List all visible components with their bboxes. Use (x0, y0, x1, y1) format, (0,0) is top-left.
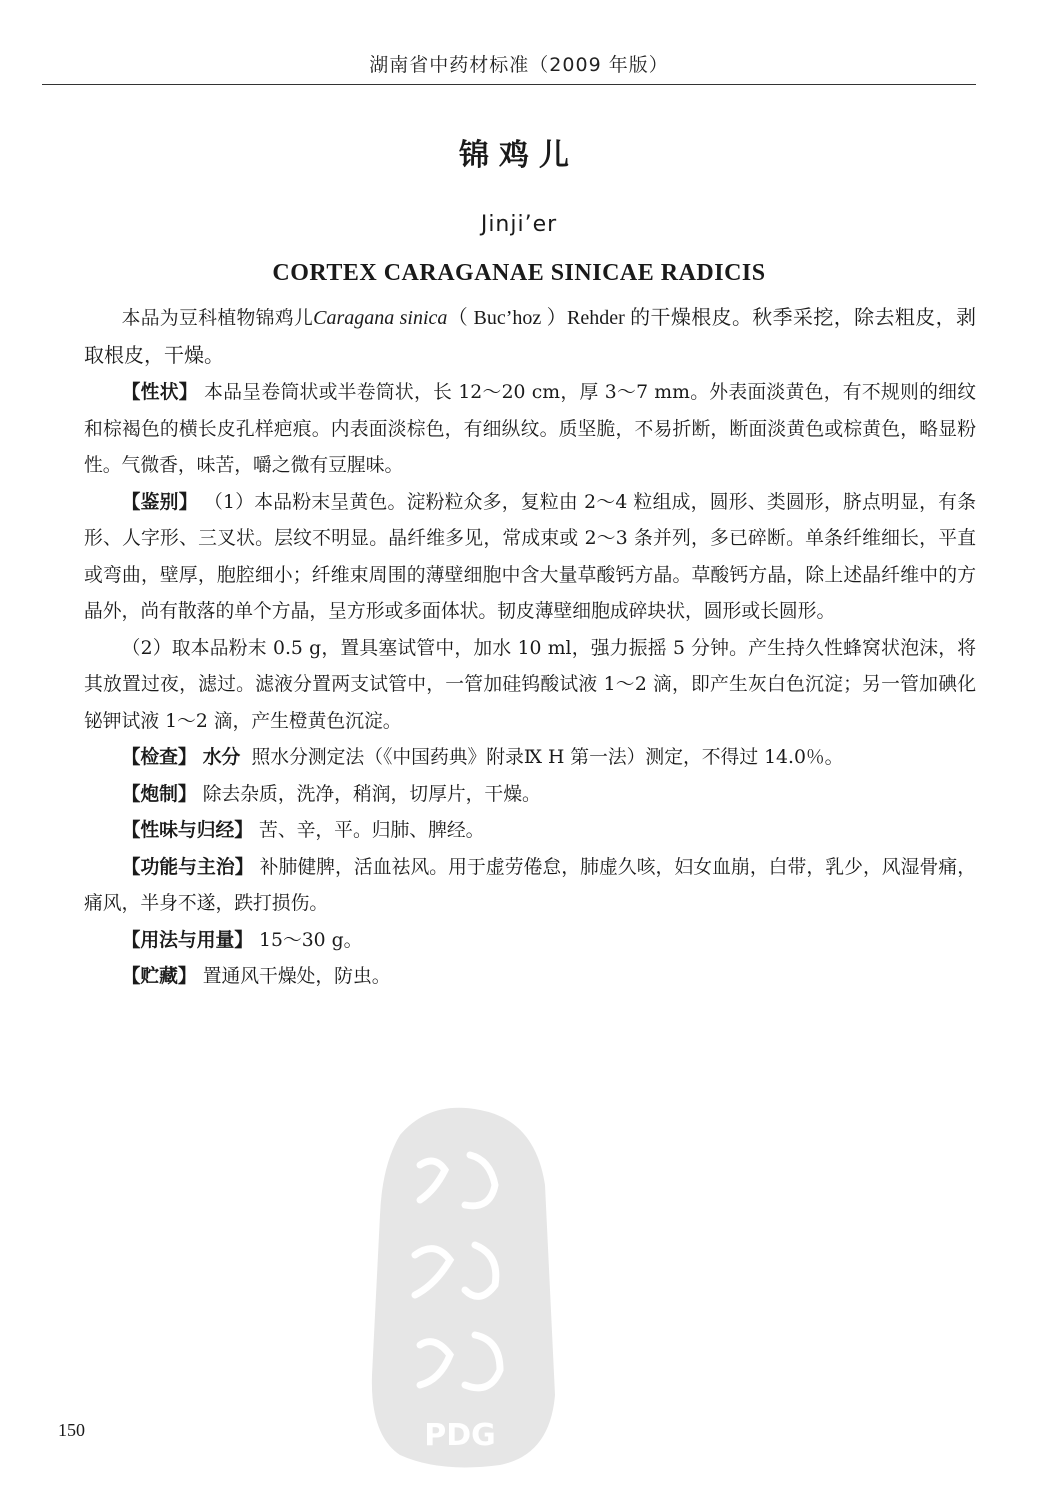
header-rule (42, 84, 976, 85)
pinyin-title: Jinji’er (480, 212, 558, 237)
watermark-label: PDG (424, 1418, 496, 1453)
latin-title: CORTEX CARAGANAE SINICAE RADICIS (272, 260, 766, 286)
section-xingzhuang: 【性状】 本品呈卷筒状或半卷筒状，长 12～20 cm，厚 3～7 mm。外表面淡黄色，有不规则的细纹和棕褐色的横长皮孔样疤痕。内表面淡棕色，有细纵纹。质坚脆，不易折断，断面淡黄色或棕黄色，略显粉性。气微香，味苦，嚼之微有豆腥味。 (84, 382, 976, 476)
section-jianbie-2: （2）取本品粉末 0.5 g，置具塞试管中，加水 10 ml，强力振摇 5 分钟。产生持久性蜂窝状泡沫，将其放置过夜，滤过。滤液分置两支试管中，一管加硅钨酸试液 1～2 滴，即产生灰白色沉淀；另一管加碘化铋钾试液 1～2 滴，产生橙黄色沉淀。 (84, 637, 976, 732)
section-label: 【功能与主治】 (121, 856, 254, 878)
section-xingwei: 【性味与归经】 苦、辛，平。归肺、脾经。 (121, 820, 485, 841)
section-label: 【性味与归经】 (121, 820, 254, 841)
section-label: 【鉴别】 (121, 491, 198, 513)
species-name: Caragana sinica (313, 307, 448, 329)
section-label: 【炮制】 (121, 783, 197, 805)
subsection-label: 水分 (202, 747, 241, 768)
running-header: 湖南省中药材标准（2009 年版） (369, 54, 669, 76)
section-jiancha: 【检查】 水分 照水分测定法（《中国药典》附录Ⅸ H 第一法）测定，不得过 14.0％。 (121, 747, 844, 768)
section-paozhi: 【炮制】 除去杂质，洗净，稍润，切厚片，干燥。 (121, 783, 541, 805)
section-label: 【检查】 (121, 747, 197, 768)
section-yongfa: 【用法与用量】 15～30 g。 (121, 929, 363, 951)
section-zhucang: 【贮藏】 置通风干燥处，防虫。 (121, 966, 391, 987)
watermark-seal (360, 1095, 560, 1475)
page-title: 锦鸡儿 (459, 138, 579, 173)
section-jianbie: 【鉴别】 （1）本品粉末呈黄色。淀粉粒众多，复粒由 2～4 粒组成，圆形、类圆形，脐点明显，有条形、人字形、三叉状。层纹不明显。晶纤维多见，常成束或 2～3 条并列，多已碎断。单条纤维细长，平直或弯曲，壁厚，胞腔细小；纤维束周围的薄壁细胞中含大量草酸钙方晶。草酸钙方晶，除上述晶纤维中的方晶外，尚有散落的单个方晶，呈方形或多面体状。韧皮薄壁细胞成碎块状，圆形或长圆形。 (84, 491, 976, 622)
section-gongneng: 【功能与主治】 补肺健脾，活血祛风。用于虚劳倦怠，肺虚久咳，妇女血崩，白带，乳少，风湿骨痛，痛风，半身不遂，跌打损伤。 (84, 856, 976, 914)
intro-paragraph: 本品为豆科植物锦鸡儿Caragana sinica（ Buc’hoz ）Rehder 的干燥根皮。秋季采挖，除去粗皮，剥取根皮，干燥。 (84, 307, 976, 367)
section-label: 【用法与用量】 (121, 929, 254, 951)
section-label: 【贮藏】 (121, 966, 197, 987)
monograph-body (84, 300, 976, 996)
page-number: 150 (58, 1420, 85, 1440)
section-label: 【性状】 (121, 382, 198, 403)
